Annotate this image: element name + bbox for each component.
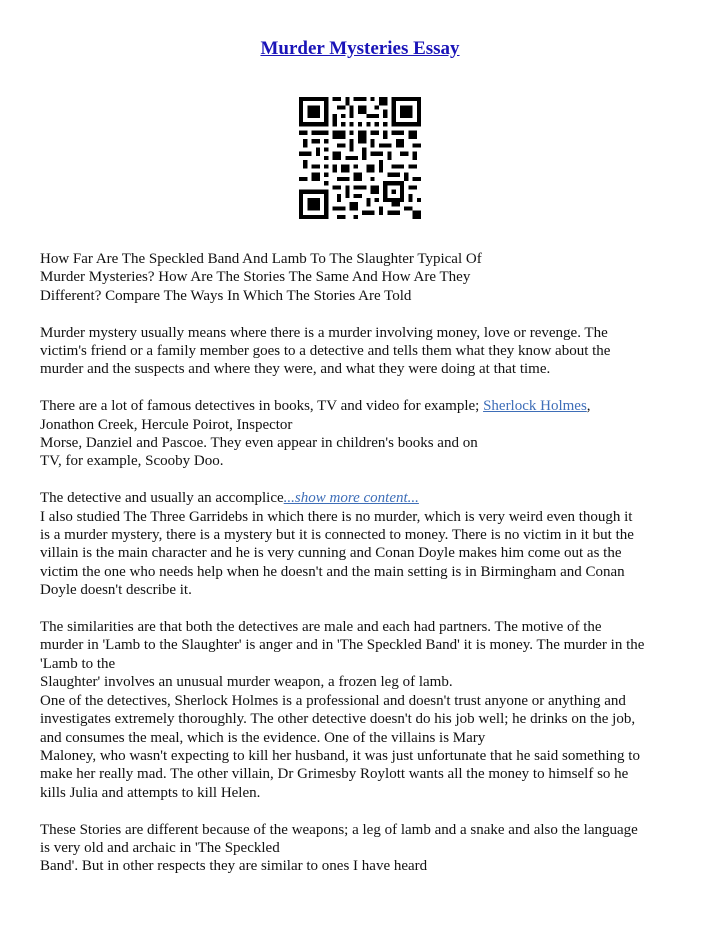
essay-question: How Far Are The Speckled Band And Lamb To The Slaughter Typical Of Murder Mysteries? How Are The Stories The Same And How Are They Different? Compare The Ways In Which The Stories Are Told [40,251,482,304]
show-more-link[interactable]: ...show more content... [283,490,419,507]
essay-body [40,250,690,894]
paragraph-detectives: There are a lot of famous detectives in books, TV and video for example; Sherlock Holmes, Jonathon Creek, Hercule Poirot, Inspector Morse, Danziel and Pascoe. They even appear in children's books and on TV, for example, Scooby Doo. [40,398,591,470]
sherlock-holmes-link[interactable]: Sherlock Holmes [483,398,587,415]
paragraph-differences: These Stories are different because of the weapons; a leg of lamb and a snake and also the language is very old and archaic in 'The Speckled Band'. But in other respects they are similar to ones I have heard [40,821,638,875]
paragraph-accomplice: The detective and usually an accomplice...show more content... I also studied The Three Garridebs in which there is no murder, which is very weird even though it is a murder mystery, there is a mystery but it is connected to money. There is no victim in it but the villain is the main character and he is very cunning and Conan Doyle makes him come out as the victim the one who needs help when he doesn't and the main setting is in Birmingham and Conan Doyle doesn't describe it. [40,490,634,599]
paragraph-similarities: The similarities are that both the detectives are male and each had partners. The motive of the murder in 'Lamb to the Slaughter' is anger and in 'The Speckled Band' it is money. The murder in the 'Lamb to the Slaughter' involves an unusual murder weapon, a frozen leg of lamb. One of the detectives, Sherlock Holmes is a professional and doesn't trust anyone or anything and investigates extremely thoroughly. The other detective doesn't do his job well; he drinks on the job, and consumes the meal, which is the evidence. One of the villains is Mary Maloney, who wasn't expecting to kill her husband, it was just unfortunate that he said something to make her really mad. The other villain, Dr Grimesby Roylott wants all the money to himself so he kills Julia and attempts to kill Helen. [40,619,645,801]
page-title[interactable]: Murder Mysteries Essay [260,38,460,59]
qr-code [299,97,421,219]
paragraph-definition: Murder mystery usually means where there is a murder involving money, love or revenge. The victim's friend or a family member goes to a detective and tells them what they know about the murder and the suspects and where they were, and what they were doing at that time. [40,324,611,378]
